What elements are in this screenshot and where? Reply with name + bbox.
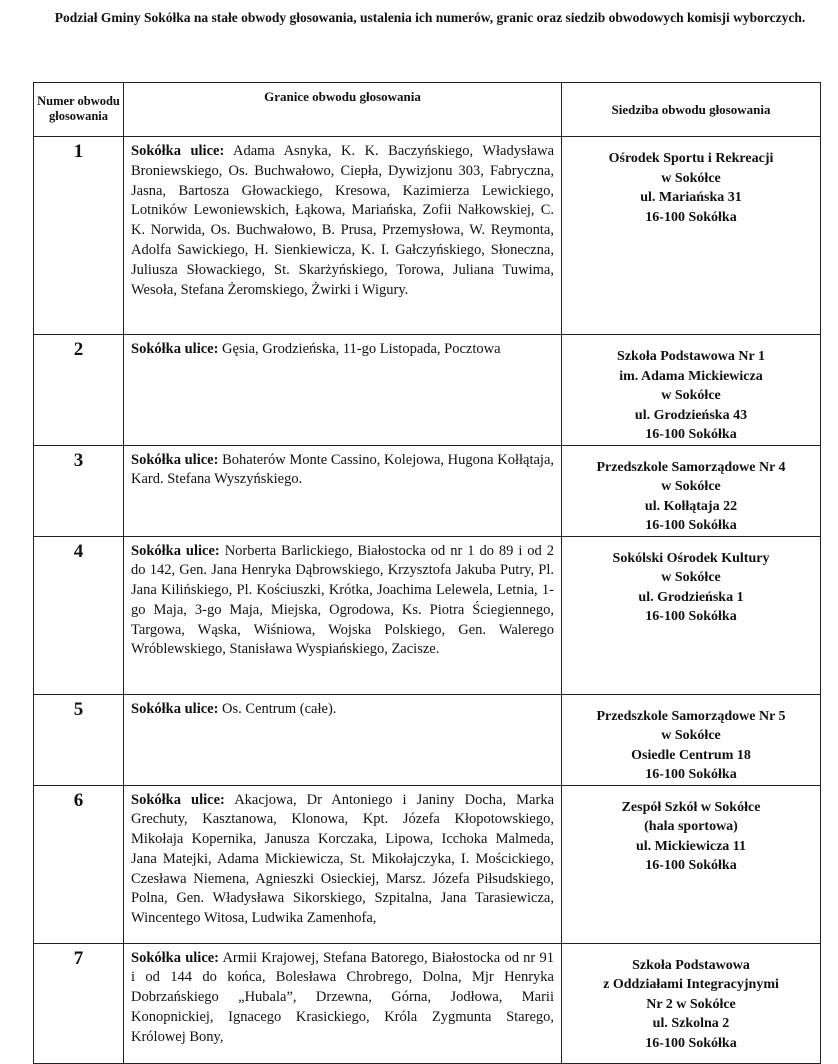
seat-line: (hala sportowa) bbox=[644, 819, 738, 834]
seat-line: ul. Mickiewicza 11 bbox=[635, 838, 747, 854]
seat-line: z Oddziałami Integracyjnymi bbox=[603, 977, 779, 992]
seat-line: ul. Kołłątaja 22 bbox=[644, 498, 738, 514]
table-row bbox=[34, 785, 821, 943]
bounds-streets: Adama Asnyka, K. K. Baczyńskiego, Władysława Broniewskiego, Os. Buchwałowo, Ciepła, Dywizjonu 303, Fabryczna, Jasna, Bartosza Głowackiego, Kresowa, Kazimierza Lewickiego, Lotników Lewoniewskich, Łąkowa, Mariańska, Zofii Nałkowskiej, C. K. Norwida, Os. Buchwałowo, B. Prusa, Przemysłowa, W. Reymonta, Adolfa Sawickiego, H. Sienkiewicza, K. I. Gałczyńskiego, Słoneczna, Juliusza Słowackiego, St. Skarżyńskiego, Torowa, Juliana Tuwima, Wesoła, Stefana Żeromskiego, Żwirki i Wigury. bbox=[131, 143, 555, 298]
seat-line: 16-100 Sokółka bbox=[645, 767, 737, 782]
district-seat bbox=[562, 335, 821, 446]
bounds-label: Sokółka ulice: bbox=[131, 700, 219, 717]
seat-line: 16-100 Sokółka bbox=[645, 858, 737, 873]
bounds-label: Sokółka ulice: bbox=[131, 143, 225, 159]
table-row bbox=[34, 694, 821, 785]
header-bounds: Granice obwodu głosowania bbox=[124, 83, 562, 137]
seat-line: Przedszkole Samorządowe Nr 5 bbox=[596, 708, 786, 724]
district-number: 4 bbox=[34, 536, 124, 694]
bounds-label: Sokółka ulice: bbox=[131, 451, 219, 468]
seat-line: im. Adama Mickiewicza bbox=[619, 368, 763, 384]
district-seat bbox=[562, 536, 821, 694]
districts-table bbox=[33, 82, 821, 1064]
district-bounds bbox=[124, 536, 562, 694]
page-title: Podział Gminy Sokółka na stałe obwody głosowania, ustalenia ich numerów, granic oraz siedzib obwodowych komisji wyborczych. bbox=[54, 10, 806, 25]
district-seat bbox=[562, 137, 821, 335]
seat-line: Szkoła Podstawowa Nr 1 bbox=[617, 349, 765, 364]
bounds-streets: Armii Krajowej, Stefana Batorego, Białostocka od nr 91 i od 144 do końca, Bolesława Chrobrego, Dolna, Mjr Henryka Dobrzańskiego „Hubala”, Drzewna, Górna, Jodłowa, Marii Konopnickiej, Ignacego Krasickiego, Króla Zygmunta Starego, Królowej Bony, bbox=[131, 949, 554, 1045]
district-number: 1 bbox=[34, 137, 124, 335]
seat-line: 16-100 Sokółka bbox=[645, 1035, 737, 1051]
bounds-label: Sokółka ulice: bbox=[131, 341, 219, 357]
seat-line: 16-100 Sokółka bbox=[645, 518, 737, 533]
district-bounds bbox=[124, 445, 562, 536]
seat-line: ul. Grodzieńska 43 bbox=[634, 407, 748, 423]
district-bounds bbox=[124, 137, 562, 335]
bounds-streets: Os. Centrum (całe). bbox=[222, 700, 337, 717]
district-seat bbox=[562, 694, 821, 785]
seat-line: Nr 2 w Sokółce bbox=[646, 996, 736, 1012]
bounds-label: Sokółka ulice: bbox=[131, 949, 220, 966]
district-bounds bbox=[124, 785, 562, 943]
seat-line: Ośrodek Sportu i Rekreacji bbox=[608, 151, 774, 166]
district-bounds bbox=[124, 943, 562, 1063]
header-seat: Siedziba obwodu głosowania bbox=[562, 83, 821, 137]
seat-line: w Sokółce bbox=[661, 728, 721, 743]
seat-line: ul. Grodzieńska 1 bbox=[638, 589, 744, 605]
seat-line: Przedszkole Samorządowe Nr 4 bbox=[596, 459, 786, 475]
seat-line: Zespół Szkół w Sokółce bbox=[621, 799, 761, 815]
table-row bbox=[34, 536, 821, 694]
seat-line: w Sokółce bbox=[661, 570, 721, 585]
seat-line: ul. Mariańska 31 bbox=[640, 190, 742, 205]
table-row bbox=[34, 445, 821, 536]
district-bounds bbox=[124, 694, 562, 785]
district-seat bbox=[562, 943, 821, 1063]
district-number: 3 bbox=[34, 445, 124, 536]
bounds-streets: Bohaterów Monte Cassino, Kolejowa, Hugona Kołłątaja, Kard. Stefana Wyszyńskiego. bbox=[131, 451, 555, 488]
seat-line: Sokólski Ośrodek Kultury bbox=[612, 550, 770, 566]
table-row bbox=[34, 943, 821, 1063]
district-number: 5 bbox=[34, 694, 124, 785]
seat-line: w Sokółce bbox=[661, 170, 721, 186]
seat-line: 16-100 Sokółka bbox=[645, 209, 737, 225]
district-seat bbox=[562, 785, 821, 943]
district-number: 7 bbox=[34, 943, 124, 1063]
bounds-streets: Norberta Barlickiego, Białostocka od nr 1 do 89 i od 2 do 142, Gen. Jana Henryka Dąbrowskiego, Krzysztofa Jakuba Putry, Pl. Jana Kilińskiego, Pl. Kościuszki, Krótka, Joachima Lelewela, Letnia, 1-go Maja, 3-go Maja, Miejska, Ogrodowa, Ks. Piotra Ściegiennego, Targowa, Wąska, Wiśniowa, Wojska Polskiego, Gen. Walerego Wróblewskiego, Stanisława Wyspiańskiego, Zacisze. bbox=[131, 542, 555, 658]
seat-line: w Sokółce bbox=[661, 388, 721, 403]
seat-line: Osiedle Centrum 18 bbox=[631, 747, 751, 763]
table-row bbox=[34, 335, 821, 446]
district-number: 2 bbox=[34, 335, 124, 446]
table-header-row bbox=[34, 83, 821, 137]
district-number: 6 bbox=[34, 785, 124, 943]
seat-line: w Sokółce bbox=[661, 479, 721, 494]
district-seat bbox=[562, 445, 821, 536]
bounds-label: Sokółka ulice: bbox=[131, 791, 225, 808]
seat-line: Szkoła Podstawowa bbox=[632, 957, 750, 973]
bounds-streets: Akacjowa, Dr Antoniego i Janiny Docha, Marka Grechuty, Kasztanowa, Klonowa, Kpt. Józefa Kłopotowskiego, Mikołaja Kopernika, Janusza Korczaka, Lipowa, Icchoka Malmeda, Jana Matejki, Adama Mickiewicza, St. Mikołajczyka, I. Mościckiego, Czesława Niemena, Agnieszki Osieckiej, Marsz. Józefa Piłsudskiego, Polna, Gen. Władysława Sikorskiego, Szpitalna, Jana Tarasiewicza, Wincentego Witosa, Ludwika Zamenhofa, bbox=[131, 791, 555, 927]
header-number: Numer obwodu głosowania bbox=[34, 83, 124, 137]
table-row bbox=[34, 137, 821, 335]
seat-line: 16-100 Sokółka bbox=[645, 609, 737, 624]
bounds-streets: Gęsia, Grodzieńska, 11-go Listopada, Pocztowa bbox=[222, 341, 501, 357]
seat-line: 16-100 Sokółka bbox=[645, 427, 737, 442]
district-bounds bbox=[124, 335, 562, 446]
seat-line: ul. Szkolna 2 bbox=[652, 1016, 730, 1031]
bounds-label: Sokółka ulice: bbox=[131, 542, 220, 559]
